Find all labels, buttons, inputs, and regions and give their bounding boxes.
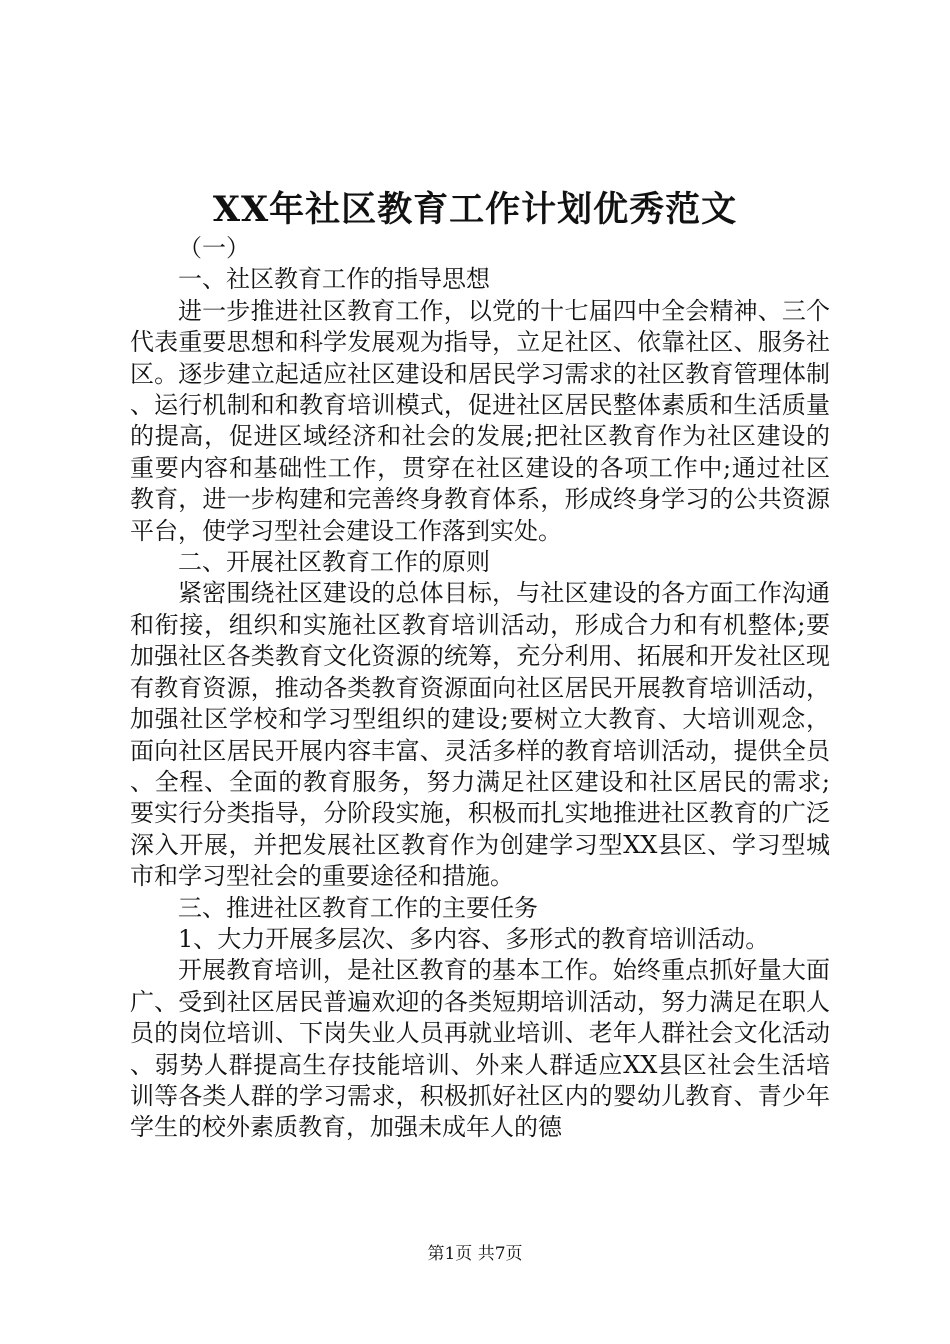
page-footer: 第1页 共7页 <box>427 1244 523 1264</box>
paragraph-task-1: 开展教育培训，是社区教育的基本工作。始终重点抓好量大面广、受到社区居民普遍欢迎的各类短期培训活动，努力满足在职人员的岗位培训、下岗失业人员再就业培训、老年人群社会文化活动、弱势人群提高生存技能培训、外来人群适应XX县区社会生活培训等各类人群的学习需求，积极抓好社区内的婴幼儿教育、青少年学生的校外素质教育，加强未成年人的德 <box>130 956 830 1142</box>
paragraph-section-number: （一） <box>178 234 250 262</box>
heading-main-tasks: 三、推进社区教育工作的主要任务 <box>178 893 538 922</box>
subheading-task-1: 1、大力开展多层次、多内容、多形式的教育培训活动。 <box>178 924 770 953</box>
document-title: XX年社区教育工作计划优秀范文 <box>212 189 738 230</box>
paragraph-principles: 紧密围绕社区建设的总体目标，与社区建设的各方面工作沟通和衔接，组织和实施社区教育培训活动，形成合力和有机整体;要加强社区各类教育文化资源的统筹，充分利用、拓展和开发社区现有教育资源，推动各类教育资源面向社区居民开展教育培训活动，加强社区学校和学习型组织的建设;要树立大教育、大培训观念，面向社区居民开展内容丰富、灵活多样的教育培训活动，提供全员、全程、全面的教育服务，努力满足社区建设和社区居民的需求;要实行分类指导，分阶段实施，积极而扎实地推进社区教育的广泛深入开展，并把发展社区教育作为创建学习型XX县区、学习型城市和学习型社会的重要途径和措施。 <box>130 579 830 891</box>
paragraph-guiding-thought: 进一步推进社区教育工作，以党的十七届四中全会精神、三个代表重要思想和科学发展观为指导，立足社区、依靠社区、服务社区。逐步建立起适应社区建设和居民学习需求的社区教育管理体制、运行机制和和教育培训模式，促进社区居民整体素质和生活质量的提高，促进区域经济和社会的发展;把社区教育作为社区建设的重要内容和基础性工作，贯穿在社区建设的各项工作中;通过社区教育，进一步构建和完善终身教育体系，形成终身学习的公共资源平台，使学习型社会建设工作落到实处。 <box>130 296 830 545</box>
heading-principles: 二、开展社区教育工作的原则 <box>178 548 490 577</box>
heading-guiding-thought: 一、社区教育工作的指导思想 <box>178 265 490 294</box>
document-body <box>130 233 830 1144</box>
